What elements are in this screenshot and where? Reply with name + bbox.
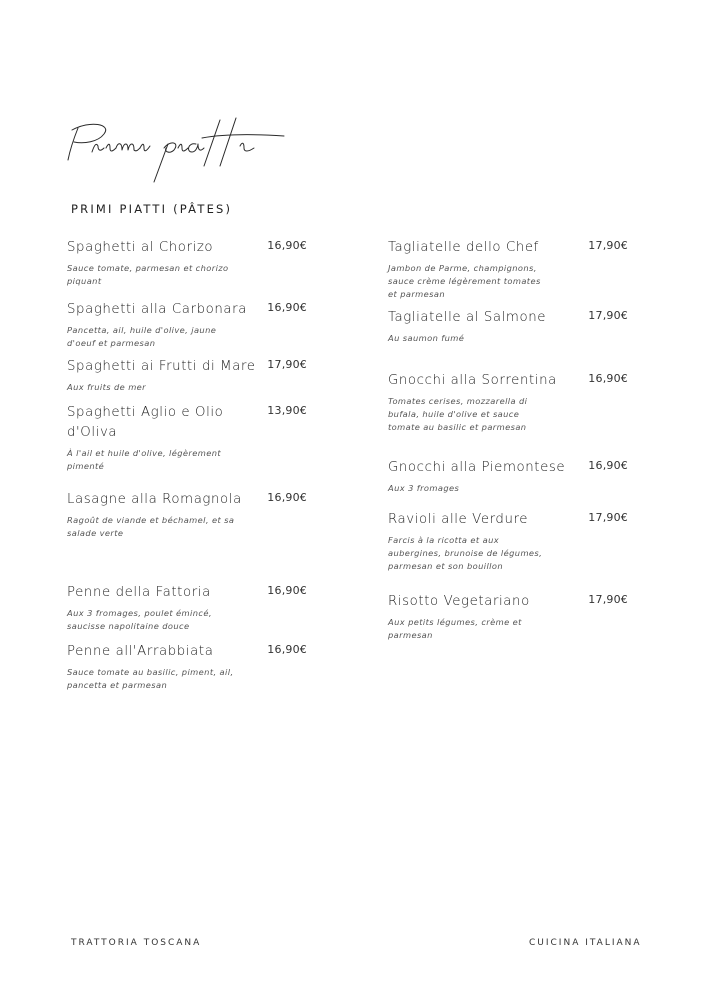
menu-item-header — [67, 642, 313, 662]
dish-description: Ragoût de viande et béchamel, et sa salade verte — [67, 515, 235, 538]
dish-price: 16,90€ — [267, 239, 307, 252]
restaurant-name: TRATTORIA TOSCANA — [71, 938, 202, 948]
dish-name: Spaghetti alla Carbonara — [67, 302, 247, 317]
cuisine-label: CUICINA ITALIANA — [529, 938, 642, 948]
dish-price: 17,90€ — [588, 309, 628, 322]
menu-item — [67, 300, 313, 350]
dish-name: Tagliatelle dello Chef — [388, 240, 539, 255]
menu-item — [67, 642, 313, 692]
menu-item — [388, 371, 634, 434]
menu-item-header — [388, 592, 634, 612]
menu-item-header — [67, 490, 313, 510]
dish-description: Aux fruits de mer — [67, 382, 146, 392]
dish-name: Gnocchi alla Piemontese — [388, 460, 566, 475]
dish-price: 17,90€ — [588, 511, 628, 524]
menu-item-header — [388, 371, 634, 391]
dish-price: 17,90€ — [267, 358, 307, 371]
dish-price: 16,90€ — [267, 643, 307, 656]
dish-description: Au saumon fumé — [388, 333, 465, 343]
menu-item-header — [388, 238, 634, 258]
dish-price: 16,90€ — [267, 584, 307, 597]
dish-price: 16,90€ — [588, 459, 628, 472]
dish-description: Farcis à la ricotta et aux aubergines, brunoise de légumes, parmesan et son bouillon — [388, 535, 543, 571]
handwritten-title-graphic — [64, 108, 304, 188]
dish-price: 17,90€ — [588, 239, 628, 252]
dish-description: Sauce tomate, parmesan et chorizo piquant — [67, 263, 229, 286]
dish-name: Ravioli alle Verdure — [388, 512, 529, 527]
dish-price: 16,90€ — [588, 372, 628, 385]
menu-item-header — [388, 458, 634, 478]
dish-description: Aux 3 fromages, poulet émincé, saucisse napolitaine douce — [67, 608, 212, 631]
dish-price: 16,90€ — [267, 491, 307, 504]
script-title — [64, 108, 304, 188]
menu-item — [388, 458, 634, 495]
menu-item-header — [67, 403, 313, 443]
menu-item — [67, 238, 313, 288]
menu-item — [67, 403, 313, 473]
dish-description: Tomates cerises, mozzarella di bufala, huile d'olive et sauce tomate au basilic et parmesan — [388, 396, 528, 432]
menu-item-header — [67, 583, 313, 603]
menu-item — [388, 308, 634, 345]
dish-description: Sauce tomate au basilic, piment, ail, pancetta et parmesan — [67, 667, 234, 690]
menu-item — [388, 510, 634, 573]
dish-name: Spaghetti al Chorizo — [67, 240, 214, 255]
section-title: PRIMI PIATTI (PÂTES) — [71, 202, 233, 216]
dish-description: Aux 3 fromages — [388, 483, 460, 493]
dish-name: Penne all'Arrabbiata — [67, 644, 214, 659]
dish-name: Lasagne alla Romagnola — [67, 492, 242, 507]
menu-item — [388, 592, 634, 642]
menu-item-header — [388, 308, 634, 328]
dish-name: Tagliatelle al Salmone — [388, 310, 547, 325]
menu-item — [67, 583, 313, 633]
dish-description: Jambon de Parme, champignons, sauce crème légèrement tomates et parmesan — [388, 263, 541, 299]
dish-price: 16,90€ — [267, 301, 307, 314]
dish-description: Pancetta, ail, huile d'olive, jaune d'oeuf et parmesan — [67, 325, 217, 348]
menu-item — [67, 490, 313, 540]
dish-description: À l'ail et huile d'olive, légèrement pimenté — [67, 448, 222, 471]
menu-item — [388, 238, 634, 301]
dish-name: Spaghetti Aglio e Olio d'Oliva — [67, 405, 224, 440]
dish-description: Aux petits légumes, crème et parmesan — [388, 617, 522, 640]
menu-item-header — [388, 510, 634, 530]
menu-item-header — [67, 238, 313, 258]
dish-name: Gnocchi alla Sorrentina — [388, 373, 557, 388]
menu-item-header — [67, 300, 313, 320]
dish-name: Risotto Vegetariano — [388, 594, 530, 609]
dish-name: Spaghetti ai Frutti di Mare — [67, 359, 256, 374]
dish-price: 13,90€ — [267, 404, 307, 417]
menu-item-header — [67, 357, 313, 377]
dish-name: Penne della Fattoria — [67, 585, 211, 600]
menu-item — [67, 357, 313, 394]
dish-price: 17,90€ — [588, 593, 628, 606]
